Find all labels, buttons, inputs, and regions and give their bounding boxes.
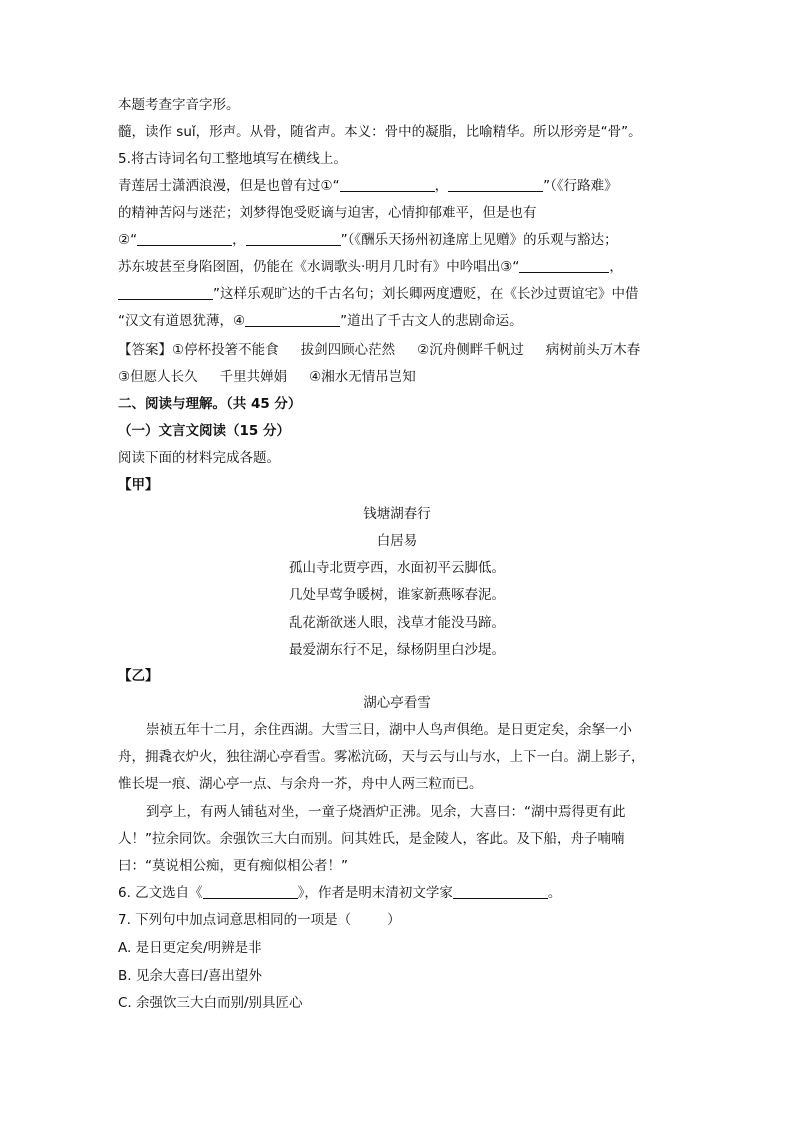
label-jia: 【甲】 bbox=[118, 477, 159, 493]
text-segment: 6. 乙文选自《 bbox=[118, 885, 203, 901]
question-5: 5.将古诗词名句工整地填写在横线上。 bbox=[118, 151, 347, 167]
text-line: 髓，读作 suǐ，形声。从骨，随省声。本义：骨中的凝脂，比喻精华。所以形旁是“骨”。 bbox=[118, 124, 642, 140]
text-segment: 苏东坡甚至身陷囹圄，仍能在《水调歌头·明月几时有》中吟唱出③“ bbox=[118, 259, 520, 275]
text-segment: ， bbox=[232, 232, 246, 248]
answer-blank[interactable] bbox=[453, 884, 548, 899]
prose-line: 惟长堤一痕、湖心亭一点、与余舟一芥，舟中人两三粒而已。 bbox=[118, 776, 483, 792]
text-segment: ”（《酬乐天扬州初逢席上见赠》的乐观与豁达； bbox=[340, 232, 618, 248]
answer-text: ②沉舟侧畔千帆过 bbox=[417, 342, 524, 358]
poem-line: 最爱湖东行不足，绿杨阴里白沙堤。 bbox=[289, 642, 505, 658]
answer-text: ③但愿人长久 bbox=[118, 369, 198, 385]
answer-blank[interactable] bbox=[203, 884, 298, 899]
text-segment: “汉文有道恩犹薄，④ bbox=[118, 313, 246, 329]
prose-line: 舟，拥毳衣炉火，独往湖心亭看雪。雾凇沆砀，天与云与山与水，上下一白。湖上影子， bbox=[118, 749, 645, 765]
text-line bbox=[118, 284, 678, 304]
prose-line: 人！”拉余同饮。余强饮三大白而别。问其姓氏，是金陵人，客此。及下船，舟子喃喃 bbox=[118, 831, 625, 847]
answer-blank[interactable] bbox=[137, 231, 232, 246]
text-segment: 7. 下列句中加点词意思相同的一项是（ bbox=[118, 912, 352, 928]
text-line: 本题考查字音字形。 bbox=[118, 97, 240, 113]
section-heading: 二、阅读与理解。（共 45 分） bbox=[118, 396, 302, 412]
poem-line: 几处早莺争暖树，谁家新燕啄春泥。 bbox=[289, 587, 505, 603]
text-segment: 。 bbox=[547, 885, 562, 901]
option-c: C. 余强饮三大白而别/别具匠心 bbox=[118, 995, 303, 1011]
prose-title: 湖心亭看雪 bbox=[363, 695, 431, 711]
answer-line bbox=[118, 367, 678, 387]
text-segment: ②“ bbox=[118, 232, 138, 248]
option-a: A. 是日更定矣/明辨是非 bbox=[118, 940, 262, 956]
answer-line bbox=[118, 340, 678, 360]
answer-blank[interactable] bbox=[245, 312, 340, 327]
answer-blank[interactable] bbox=[246, 231, 341, 246]
answer-text: ④湘水无情吊岂知 bbox=[309, 369, 416, 385]
poem-line: 乱花渐欲迷人眼，浅草才能没马蹄。 bbox=[289, 615, 505, 631]
answer-text: 千里共婵娟 bbox=[219, 369, 288, 385]
label-yi: 【乙】 bbox=[118, 668, 159, 684]
text-line bbox=[118, 176, 678, 196]
text-segment: ”这样乐观旷达的千古名句；刘长卿两度遭贬，在《长沙过贾谊宅》中借 bbox=[213, 286, 639, 302]
answer-blank[interactable] bbox=[448, 177, 543, 192]
question-6 bbox=[118, 883, 678, 903]
answer-blank[interactable] bbox=[340, 177, 435, 192]
answer-text: 【答案】①停杯投箸不能食 bbox=[118, 342, 279, 358]
text-line bbox=[118, 311, 678, 331]
text-segment: 青莲居士潇洒浪漫，但是也曾有过①“ bbox=[118, 178, 340, 194]
text-segment: ”道出了千古文人的悲剧命运。 bbox=[340, 313, 523, 329]
prose-line: 到亭上，有两人铺毡对坐，一童子烧酒炉正沸。见余，大喜曰：“湖中焉得更有此 bbox=[146, 804, 626, 820]
subsection-heading: （一）文言文阅读（15 分） bbox=[118, 423, 290, 439]
text-line bbox=[118, 257, 678, 277]
text-segment: ， bbox=[434, 178, 449, 194]
poem-author: 白居易 bbox=[376, 533, 418, 549]
answer-blank[interactable] bbox=[519, 258, 609, 273]
text-segment: ， bbox=[609, 259, 623, 275]
text-line bbox=[118, 230, 678, 250]
text-segment: 》，作者是明末清初文学家 bbox=[297, 885, 453, 901]
text-line: 的精神苦闷与迷茫；刘梦得饱受贬谪与迫害，心情抑郁难平，但是也有 bbox=[118, 205, 537, 221]
prose-line: 崇祯五年十二月，余住西湖。大雪三日，湖中人鸟声俱绝。是日更定矣，余拏一小 bbox=[146, 722, 632, 738]
text-segment: ） bbox=[387, 912, 401, 928]
answer-text: 拔剑四顾心茫然 bbox=[300, 342, 396, 358]
text-segment: ”（《行路难》 bbox=[543, 178, 618, 194]
poem-title: 钱塘湖春行 bbox=[363, 506, 431, 522]
answer-text: 病树前头万木春 bbox=[545, 342, 641, 358]
question-7 bbox=[118, 910, 678, 930]
option-b: B. 见余大喜曰/喜出望外 bbox=[118, 968, 262, 984]
answer-blank[interactable] bbox=[118, 285, 213, 300]
poem-line: 孤山寺北贾亭西，水面初平云脚低。 bbox=[289, 560, 505, 576]
instruction: 阅读下面的材料完成各题。 bbox=[118, 450, 280, 466]
prose-line: 曰：“莫说相公痴，更有痴似相公者！” bbox=[118, 858, 348, 874]
